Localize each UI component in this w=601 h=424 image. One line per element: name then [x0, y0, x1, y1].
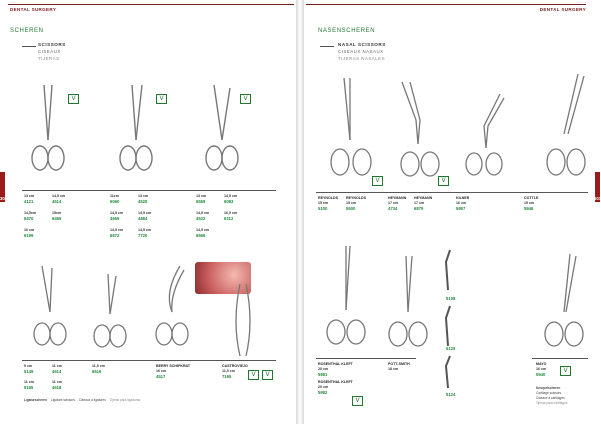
- left-header-rule: [8, 4, 294, 5]
- tc-insert-icon: V: [156, 94, 167, 104]
- item-code: 6516: [92, 369, 102, 374]
- right-page-number: 303: [594, 196, 601, 201]
- item-code: 5981: [318, 372, 328, 377]
- scissors-illustration-curved-2: [88, 270, 138, 354]
- item-code: 5165: [24, 385, 34, 390]
- size-label: 20 cm: [318, 367, 329, 371]
- right-sub-spanish: TIJERAS NASALES: [338, 56, 386, 61]
- item-code: 6566: [196, 233, 206, 238]
- tc-insert-icon: V: [240, 94, 251, 104]
- product-name: REYNOLDS: [318, 196, 338, 200]
- item-code: 5149: [24, 369, 34, 374]
- item-code: 6312: [224, 216, 234, 221]
- item-code: 4514: [52, 369, 62, 374]
- item-code: 5957: [456, 206, 466, 211]
- size-label: 14,5 cm: [52, 194, 66, 198]
- left-page: [0, 0, 296, 424]
- tc-insert-icon: V: [560, 366, 571, 376]
- product-name: KILNER: [456, 196, 470, 200]
- item-code: 5946: [524, 206, 534, 211]
- legend-item: Ligature scissors: [50, 398, 75, 402]
- item-code: 6672: [110, 233, 120, 238]
- left-section-title: SCHEREN: [10, 28, 44, 34]
- blade-tip-1: [442, 248, 456, 292]
- left-page-number: 302: [0, 196, 7, 201]
- right-legend: [536, 386, 594, 406]
- tc-insert-icon: V: [262, 370, 273, 380]
- item-code: 6060: [110, 199, 120, 204]
- product-name: REYNOLDS: [346, 196, 366, 200]
- size-label: 17 cm: [414, 201, 425, 205]
- item-code: 4121: [24, 199, 34, 204]
- right-page: [304, 0, 600, 424]
- scissors-illustration-curved-1: [28, 262, 78, 354]
- item-code: 4884: [138, 216, 148, 221]
- legend-item: Tijeras para ligaduras: [109, 398, 141, 402]
- right-section-title: NASENSCHEREN: [318, 28, 376, 34]
- item-code: 4514: [52, 199, 62, 204]
- size-label: 11 cm: [24, 380, 34, 384]
- nasal-scissors-pott-smith: [384, 254, 434, 356]
- size-label: 14,5 cm: [224, 194, 238, 198]
- blade-tip-2: [442, 304, 456, 348]
- left-sub-english: SCISSORS: [38, 42, 66, 47]
- nasal-scissors-mayo: [536, 252, 592, 356]
- size-label: 16 cm: [536, 367, 547, 371]
- scissors-illustration-berry: [150, 262, 200, 354]
- item-code: 5108: [446, 296, 456, 301]
- left-header-title: DENTAL SURGERY: [10, 7, 57, 12]
- item-code: 4734: [388, 206, 398, 211]
- nasal-scissors-heymann: [388, 80, 452, 190]
- size-label: 20 cm: [318, 385, 329, 389]
- row1-rule: [22, 190, 276, 191]
- size-label: 13 cm: [24, 194, 35, 198]
- item-code: 6199: [24, 233, 34, 238]
- right-header-title: DENTAL SURGERY: [539, 7, 586, 12]
- size-label: 15 cm: [346, 201, 357, 205]
- size-label: 11,5 cm: [92, 364, 105, 368]
- right-header-rule: [306, 4, 586, 5]
- item-code: 5125: [446, 346, 456, 351]
- right-sub-english: NASAL SCISSORS: [338, 42, 386, 47]
- size-label: 16,5 cm: [224, 211, 238, 215]
- size-label: 13 cm: [138, 194, 149, 198]
- item-code: 6470: [24, 216, 34, 221]
- size-label: 14,5 cm: [110, 211, 124, 215]
- product-name: ROSENTHAL KLEFT: [318, 362, 353, 366]
- tc-insert-icon: V: [438, 176, 449, 186]
- item-code: 5124: [446, 392, 456, 397]
- left-sub-french: CISEAUX: [38, 49, 61, 54]
- right-sub-rule: [320, 46, 334, 47]
- item-code: 4518: [52, 385, 62, 390]
- product-name: ROSENTHAL KLEFT: [318, 380, 353, 384]
- tc-insert-icon: V: [372, 176, 383, 186]
- item-code: 5940: [536, 372, 546, 377]
- right-row2-rule: [316, 358, 416, 359]
- blade-tip-3: [442, 354, 456, 390]
- size-label: 9 cm: [24, 364, 33, 368]
- book-gutter: [296, 0, 304, 424]
- size-label: 14,5 cm: [138, 211, 152, 215]
- legend-item: Ciseaux à cartilages: [536, 396, 565, 400]
- item-code: 7165: [222, 374, 232, 379]
- size-label: 13 cm: [196, 194, 207, 198]
- left-sub-spanish: TIJERAS: [38, 56, 60, 61]
- tc-insert-icon: V: [68, 94, 79, 104]
- item-code: 4522: [196, 216, 206, 221]
- right-row1-rule: [316, 192, 588, 193]
- tc-insert-icon: V: [248, 370, 259, 380]
- item-code: 6083: [224, 199, 234, 204]
- item-code: 4659: [110, 216, 120, 221]
- product-name: MAYO: [536, 362, 547, 366]
- size-label: 15 cm: [318, 201, 329, 205]
- product-name: CASTROVIEJO: [222, 364, 248, 368]
- size-label: 11cm: [110, 194, 119, 198]
- product-name: COTTLE: [524, 196, 539, 200]
- legend-item: Ciseaux à ligatures: [78, 398, 106, 402]
- item-code: 6559: [196, 199, 206, 204]
- size-label: 16 cm: [456, 201, 467, 205]
- legend-item: Knorpelscheren: [536, 386, 561, 390]
- size-label: 14,5 cm: [110, 228, 124, 232]
- product-name: POTT-SMITH: [388, 362, 410, 366]
- size-label: 18 cm: [388, 367, 399, 371]
- product-name: HEYMANN: [414, 196, 433, 200]
- right-row2-rule-b: [532, 358, 588, 359]
- size-label: 15 cm: [524, 201, 535, 205]
- size-label: 16 cm: [156, 369, 167, 373]
- size-label: 14,5 cm: [138, 228, 152, 232]
- left-legend: [24, 398, 143, 402]
- size-label: 16 cm: [24, 228, 35, 232]
- item-code: 7720: [138, 233, 148, 238]
- tc-insert-icon: V: [352, 396, 363, 406]
- product-name: BERRY SCHIPKRAT: [156, 364, 191, 368]
- nasal-scissors-rosenthal: [320, 244, 374, 356]
- item-code: 4517: [156, 374, 166, 379]
- right-sub-french: CISEAUX NASAUX: [338, 49, 384, 54]
- legend-item: Cartilage scissors: [536, 391, 562, 395]
- size-label: 11 cm: [52, 364, 62, 368]
- size-label: 15cm: [52, 211, 62, 215]
- item-code: 6465: [52, 216, 62, 221]
- size-label: 11,5 cm: [222, 369, 235, 373]
- item-code: 6879: [414, 206, 424, 211]
- item-code: 5500: [346, 206, 356, 211]
- scissors-illustration-castroviejo: [228, 282, 258, 358]
- size-label: 14,5 cm: [196, 211, 210, 215]
- left-sub-rule: [22, 46, 36, 47]
- legend-item: Tijeras para cartílagos: [536, 401, 568, 405]
- product-name: HEYMANN: [388, 196, 407, 200]
- nasal-scissors-kilner: [454, 90, 512, 188]
- item-code: 5982: [318, 390, 328, 395]
- nasal-scissors-reynolds: [316, 76, 386, 190]
- size-label: 14,5cm: [24, 211, 37, 215]
- nasal-scissors-cottle: [534, 72, 594, 192]
- size-label: 14,5 cm: [196, 228, 210, 232]
- size-label: 17 cm: [388, 201, 399, 205]
- legend-item: Ligaturscheren: [24, 398, 48, 402]
- size-label: 11 cm: [52, 380, 62, 384]
- row2-rule: [22, 360, 276, 361]
- item-code: 4520: [138, 199, 148, 204]
- item-code: 5100: [318, 206, 328, 211]
